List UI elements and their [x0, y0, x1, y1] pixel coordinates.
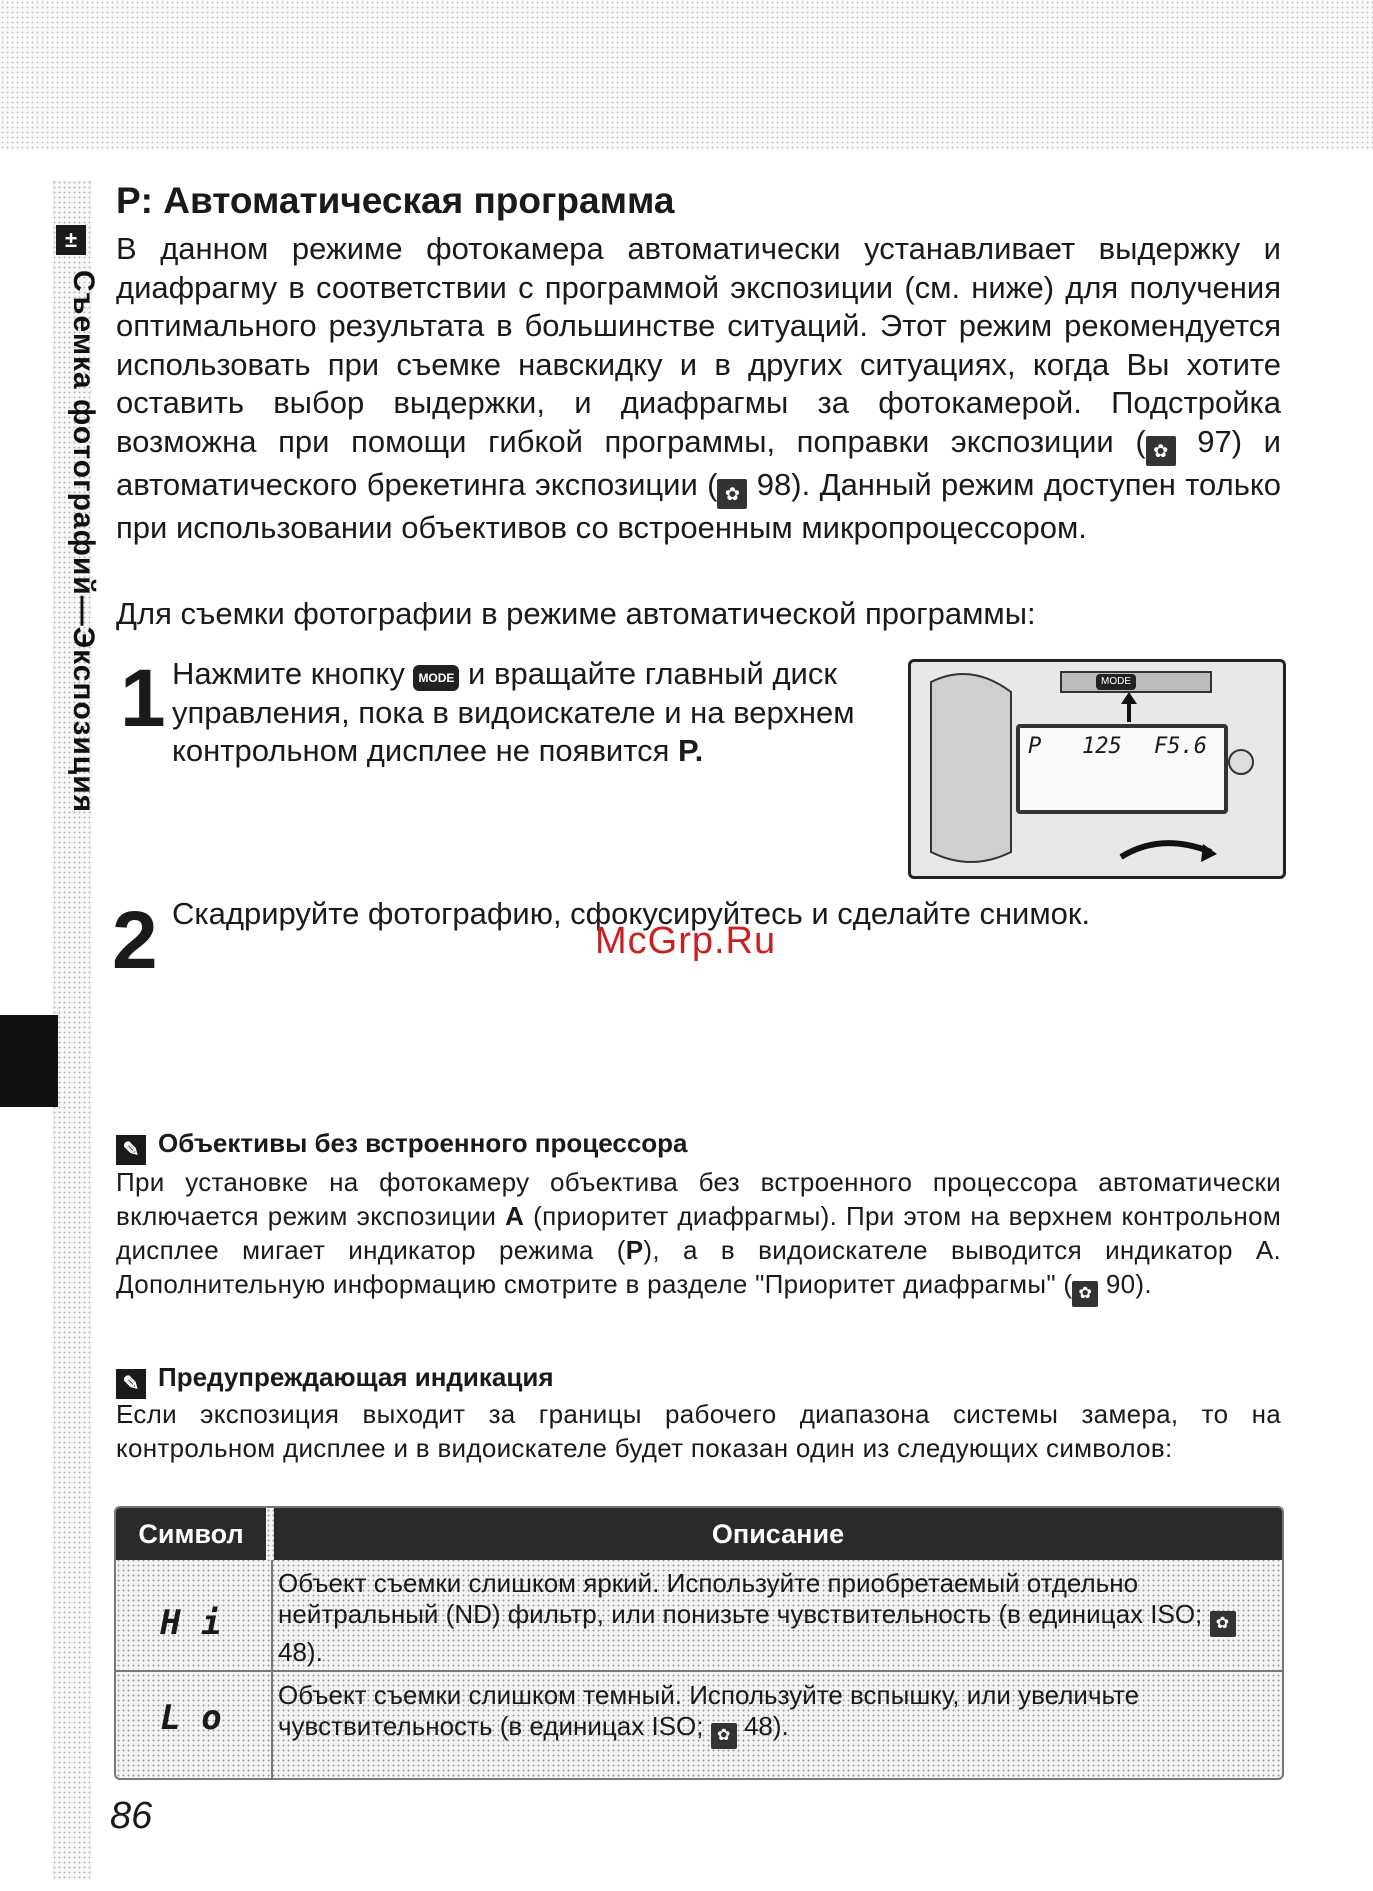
step-1-text-b: и вращайте главный диск управления, пока в видоискателе и на верхнем контрольном дисплее не появится: [172, 656, 855, 768]
mode-button-icon: MODE: [413, 665, 459, 691]
page-ref-icon: ✿: [711, 1723, 737, 1749]
table-header-symbol: Символ: [116, 1508, 266, 1560]
lcd-mode: P: [1028, 734, 1042, 759]
pencil-note-icon: ✎: [116, 1135, 146, 1165]
column-divider: [271, 1560, 273, 1778]
top-halftone-band: [0, 0, 1373, 150]
exposure-icon: ±: [56, 225, 86, 255]
symbol-hi: H i: [160, 1603, 222, 1643]
lcd-aperture: F5.6: [1154, 734, 1207, 759]
note-2-title-text: Предупреждающая индикация: [158, 1362, 554, 1392]
intro-text-b: 97) и автоматического брекетинга экспозиции (: [116, 423, 1281, 502]
note-1-text-a: При установке на фотокамеру объектива без встроенного процессора автоматически включается режим экспозиции: [116, 1167, 1281, 1231]
lcd-shutter: 125: [1082, 734, 1122, 759]
step-number-2: 2: [112, 895, 158, 986]
step-2-text: Скадрируйте фотографию, сфокусируйтесь и сделайте снимок.: [172, 896, 1091, 931]
watermark: McGrp.Ru: [595, 920, 777, 962]
chapter-tab-marker: [0, 1015, 58, 1107]
page-ref-icon: ✿: [717, 479, 747, 509]
page-ref-icon: ✿: [1072, 1281, 1098, 1307]
table-header-description: Описание: [274, 1508, 1282, 1560]
step-number-1: 1: [120, 653, 166, 744]
control-panel-display: [1016, 724, 1228, 814]
intro-paragraph: [116, 230, 1281, 547]
step-1-text: [172, 655, 884, 771]
lo-desc-b: 48).: [736, 1711, 789, 1741]
note-1-mode-p: P: [625, 1235, 644, 1265]
lo-desc-a: Объект съемки слишком темный. Используйте вспышку, или увеличьте чувствительность (в единицах ISO;: [278, 1680, 1140, 1741]
note-1-text-b: (приоритет диафрагмы). При этом на верхнем контрольном дисплее мигает индикатор режима (: [116, 1201, 1281, 1265]
pencil-note-icon: ✎: [116, 1369, 146, 1399]
note-1-text-d: 90).: [1098, 1269, 1152, 1299]
hi-desc-b: 48).: [278, 1637, 323, 1667]
sidebar-chapter-label: Съемка фотографий—Экспозиция: [67, 270, 100, 814]
symbol-lo: L o: [160, 1698, 222, 1738]
intro-text-c: 98). Данный режим доступен только при использовании объективов со встроенным микропроцессором.: [116, 466, 1281, 545]
camera-mode-button: MODE: [1096, 674, 1136, 690]
note-1-mode-a: A: [505, 1201, 525, 1231]
lead-sentence: Для съемки фотографии в режиме автоматической программы:: [116, 596, 1036, 631]
table-row-lo-desc: [278, 1680, 1270, 1749]
camera-top-illustration: [908, 659, 1286, 879]
note-1-title-text: Объективы без встроенного процессора: [158, 1128, 688, 1158]
note-1-paragraph: [116, 1165, 1281, 1307]
warning-symbols-table: [114, 1506, 1284, 1780]
page-title: P: Автоматическая программа: [116, 180, 675, 221]
note-title-cpu-lenses: [116, 1128, 688, 1165]
table-row-hi-desc: [278, 1568, 1270, 1668]
note-2-paragraph: Если экспозиция выходит за границы рабочего диапазона системы замера, то на контрольном дисплее и в видоискателе будет показан один из следующих символов:: [116, 1399, 1281, 1463]
step-1-text-a: Нажмите кнопку: [172, 656, 414, 691]
step-1-mode-letter: P.: [678, 733, 704, 768]
page-ref-icon: ✿: [1210, 1611, 1236, 1637]
page-number: 86: [110, 1795, 153, 1837]
row-divider: [116, 1670, 1282, 1672]
intro-text-a: В данном режиме фотокамера автоматически устанавливает выдержку и диафрагму в соответствии с программой экспозиции (см. ниже) для получения оптимального результата в большинстве ситуаций. Этот режим рекомендуется использовать при съемке навскидку и в других ситуациях, когда Вы хотите оставить выбор выдержки, и диафрагмы за фотокамерой. Подстройка возможна при помощи гибкой программы, поправки экспозиции (: [116, 231, 1281, 459]
page-ref-icon: ✿: [1146, 436, 1176, 466]
hi-desc-a: Объект съемки слишком яркий. Используйте приобретаемый отдельно нейтральный (ND) фильтр, или понизьте чувствительность (в единицах ISO;: [278, 1568, 1210, 1629]
note-title-warning: [116, 1362, 554, 1399]
note-1-text-c: ), а в видоискателе выводится индикатор A. Дополнительную информацию смотрите в разделе "Приоритет диафрагмы" (: [116, 1235, 1282, 1299]
